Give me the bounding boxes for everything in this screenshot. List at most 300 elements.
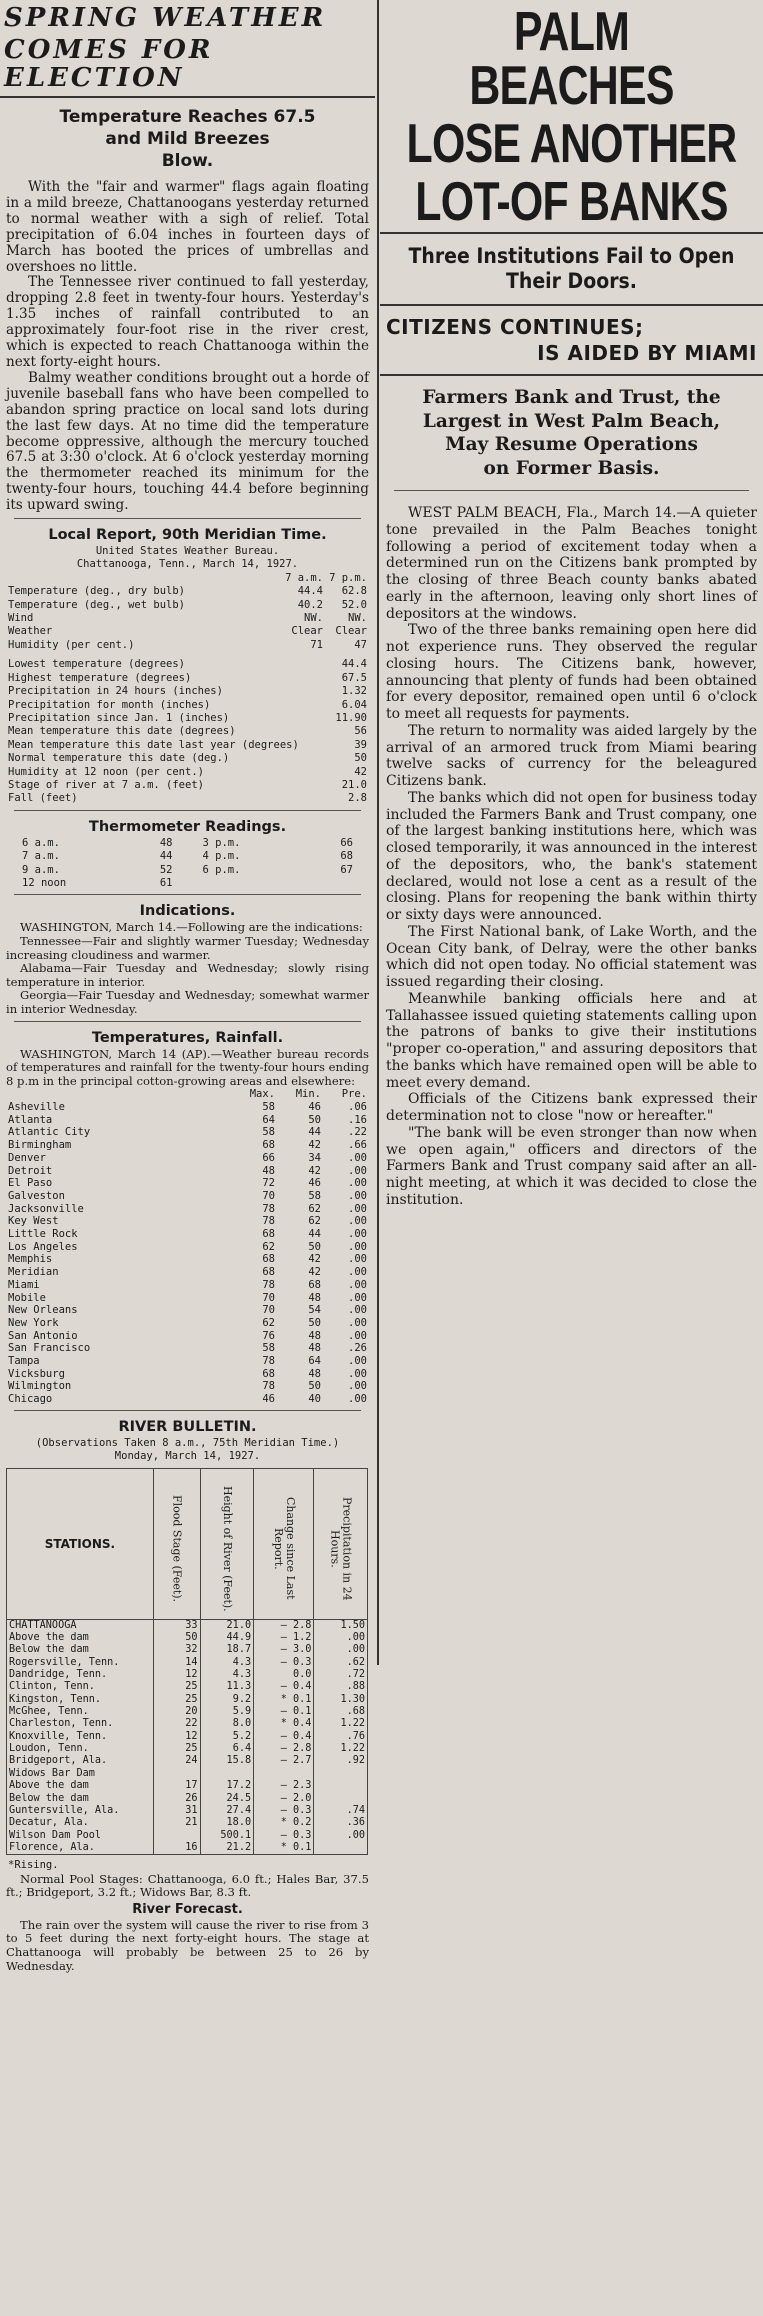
table-row: [7, 1619, 368, 1632]
river-height: 500.1: [200, 1830, 254, 1842]
precip: 1.22: [314, 1718, 368, 1730]
station-name: CHATTANOOGA: [7, 1619, 154, 1632]
station-name: Above the dam: [7, 1780, 154, 1792]
min-temp: 58: [308, 1189, 321, 1202]
reading-value: 52: [159, 863, 173, 876]
max-temp: 70: [262, 1189, 275, 1202]
min-temp: 42: [308, 1266, 321, 1279]
divider-rule: [14, 518, 361, 519]
precip: [314, 1768, 368, 1780]
change: — 0.4: [254, 1681, 314, 1693]
table-row: [7, 1694, 368, 1706]
table-row: [8, 1253, 367, 1266]
river-height: 8.0: [200, 1718, 254, 1730]
precipitation: .06: [348, 1101, 367, 1114]
river-table: [6, 1468, 368, 1856]
min-temp: 42: [308, 1139, 321, 1152]
table-row: [8, 1393, 367, 1406]
indications-title: Indications.: [139, 903, 236, 920]
flood-stage: 25: [153, 1681, 200, 1693]
row-label: Precipitation for month (inches): [8, 698, 211, 711]
station-name: McGhee, Tenn.: [7, 1706, 154, 1718]
table-row: [7, 1793, 368, 1805]
city-name: Atlantic City: [8, 1126, 91, 1139]
min-temp: 48: [308, 1329, 321, 1342]
deck-line: IS AIDED BY MIAMI: [537, 341, 757, 365]
city-name: Asheville: [8, 1101, 65, 1114]
indication-paragraph: WASHINGTON, March 14.—Following are the indications:: [20, 920, 363, 935]
reading-value: 68: [340, 850, 353, 863]
reading-value: 48: [159, 836, 173, 849]
change: * 0.2: [254, 1817, 314, 1829]
max-temp: 58: [262, 1342, 275, 1355]
table-row: [8, 1177, 367, 1190]
rising-footnote: *Rising.: [8, 1859, 59, 1872]
column-header: Max.: [249, 1088, 275, 1101]
article-paragraph: The return to normality was aided largely by the arrival of an armored truck from Miami bearing twelve sacks of currency for the beleagured Citizens bank.: [386, 722, 757, 789]
city-name: Miami: [8, 1278, 40, 1291]
city-name: San Antonio: [8, 1329, 78, 1342]
flood-stage: 25: [153, 1694, 200, 1706]
table-row: [8, 1330, 367, 1343]
city-name: El Paso: [8, 1177, 53, 1190]
precipitation: .00: [348, 1355, 367, 1368]
min-temp: 54: [308, 1304, 321, 1317]
river-height: 44.9: [200, 1632, 254, 1644]
river-height: 18.7: [200, 1644, 254, 1656]
table-row: [7, 1768, 368, 1780]
report-dateline: Chattanooga, Tenn., March 14, 1927.: [76, 558, 299, 571]
row-label: Precipitation since Jan. 1 (inches): [8, 711, 230, 724]
table-row: [8, 699, 367, 712]
deck-line: Their Doors.: [506, 269, 637, 293]
table-row: [8, 725, 367, 738]
table-row: [8, 1126, 367, 1139]
table-row: [8, 1101, 367, 1114]
flood-stage: 17: [153, 1780, 200, 1792]
station-name: Bridgeport, Ala.: [7, 1755, 154, 1767]
row-value: 71: [310, 638, 323, 651]
change: — 2.8: [254, 1619, 314, 1632]
river-height: 21.2: [200, 1842, 254, 1855]
table-row: [8, 1228, 367, 1241]
precipitation: .66: [348, 1139, 367, 1152]
indications: [0, 903, 375, 1016]
row-value: NW.: [304, 612, 323, 625]
station-name: Dandridge, Tenn.: [7, 1669, 154, 1681]
row-label: Lowest temperature (degrees): [8, 658, 186, 671]
table-row: [8, 739, 367, 752]
change: — 2.8: [254, 1743, 314, 1755]
max-temp: 64: [262, 1113, 275, 1126]
change: 0.0: [254, 1669, 314, 1681]
max-temp: 48: [262, 1164, 275, 1177]
row-value: 62.8: [341, 585, 367, 598]
flood-stage: 33: [153, 1619, 200, 1632]
indication-paragraph: Tennessee—Fair and slightly warmer Tuesday; Wednesday increasing cloudiness and warmer.: [6, 933, 369, 962]
max-temp: 78: [262, 1380, 275, 1393]
city-name: Detroit: [8, 1164, 53, 1177]
table-row: [8, 1279, 367, 1292]
reading-value: 67: [340, 863, 353, 876]
precipitation: .00: [348, 1240, 367, 1253]
table-header-row: [7, 1468, 368, 1619]
river-height: 17.2: [200, 1780, 254, 1792]
headline-line: COMES FOR ELECTION: [4, 35, 214, 93]
city-name: Atlanta: [8, 1113, 53, 1126]
change: * 0.1: [254, 1694, 314, 1706]
max-temp: 68: [262, 1266, 275, 1279]
local-report-table: [0, 572, 375, 652]
city-name: Memphis: [8, 1253, 53, 1266]
flood-stage: 20: [153, 1706, 200, 1718]
table-row: [8, 792, 367, 805]
divider-rule: [380, 232, 763, 234]
article-paragraph: Two of the three banks remaining open here did not experience runs. They observed the regular closing hours. The Citizens bank, however, announcing that plenty of funds had been obtained for every depositor, remained open until 6 o'clock to meet all requests for payments.: [386, 622, 757, 722]
table-row: [8, 712, 367, 725]
max-temp: 46: [262, 1393, 275, 1406]
table-row: [8, 1342, 367, 1355]
precip: .00: [314, 1644, 368, 1656]
table-row: [7, 1830, 368, 1842]
reading-value: [313, 877, 353, 890]
column-header-text: Precipitation in 24 Hours.: [328, 1496, 354, 1601]
min-temp: 34: [308, 1151, 321, 1164]
reading-time: 3 p.m.: [202, 836, 241, 849]
divider-rule: [380, 374, 763, 376]
table-row: [7, 1657, 368, 1669]
table-row: [8, 658, 367, 671]
table-row: [8, 1355, 367, 1368]
precipitation: .00: [348, 1329, 367, 1342]
min-temp: 62: [308, 1215, 321, 1228]
change: * 0.4: [254, 1718, 314, 1730]
precipitation: .00: [348, 1316, 367, 1329]
article-paragraph: WEST PALM BEACH, Fla., March 14.—A quieter tone prevailed in the Palm Beaches tonight following a period of excitement today when a determined run on the Citizens bank prompted by the closing of three Beach county banks abated early in the afternoon, leaving only short lines of depositors at the windows.: [386, 505, 757, 622]
row-label: Fall (feet): [8, 792, 78, 805]
divider-rule: [14, 1021, 361, 1022]
headline-line: PALM BEACHES: [469, 0, 674, 116]
row-value: Clear: [335, 625, 367, 638]
flood-stage: 12: [153, 1669, 200, 1681]
divider-rule: [0, 96, 375, 98]
article-paragraph: Meanwhile banking officials here and at Tallahassee issued quieting statements calling upon the patrons of banks to give their institutions "proper co-operation," and assuring depositors that the banks which have remained open will be able to meet every demand.: [386, 990, 757, 1091]
city-name: Vicksburg: [8, 1367, 65, 1380]
precipitation: .00: [348, 1367, 367, 1380]
max-temp: 78: [262, 1278, 275, 1291]
row-label: Weather: [8, 625, 53, 638]
deck-line: May Resume Operations: [445, 434, 698, 455]
row-value: 44.4: [341, 658, 367, 671]
divider-rule: [14, 810, 361, 811]
column-header: Min.: [295, 1088, 321, 1101]
city-name: Jacksonville: [8, 1202, 84, 1215]
precip: 1.50: [314, 1619, 368, 1632]
city-name: Mobile: [8, 1291, 46, 1304]
row-value: 2.8: [348, 792, 367, 805]
station-name: Charleston, Tenn.: [7, 1718, 154, 1730]
city-name: Birmingham: [8, 1139, 72, 1152]
table-row: [8, 1190, 367, 1203]
river-height: 5.2: [200, 1731, 254, 1743]
row-label: Wind: [8, 612, 34, 625]
min-temp: 68: [308, 1278, 321, 1291]
local-report: [0, 527, 375, 806]
table-row: [8, 1241, 367, 1254]
deck-line: Three Institutions Fail to Open: [408, 244, 735, 268]
precip: 1.30: [314, 1694, 368, 1706]
table-row: [8, 766, 367, 779]
right-deck-3: [384, 386, 759, 480]
table-row: [22, 864, 353, 877]
column-header: [314, 1468, 368, 1619]
row-value: 1.32: [341, 685, 367, 698]
column-header-text: Height of River (Feet).: [220, 1485, 234, 1612]
max-temp: 68: [262, 1367, 275, 1380]
precip: .92: [314, 1755, 368, 1767]
row-value: NW.: [348, 612, 367, 625]
flood-stage: 31: [153, 1805, 200, 1817]
flood-stage: 16: [153, 1842, 200, 1855]
right-column: [380, 0, 763, 1209]
station-name: Decatur, Ala.: [7, 1817, 154, 1829]
precipitation: .00: [348, 1266, 367, 1279]
max-temp: 58: [262, 1126, 275, 1139]
table-row: [8, 685, 367, 698]
river-height: [200, 1768, 254, 1780]
table-row: [8, 1368, 367, 1381]
table-row: [8, 585, 367, 598]
column-header: [153, 1468, 200, 1619]
table-row: [8, 1380, 367, 1393]
change: — 0.4: [254, 1731, 314, 1743]
table-row: [7, 1669, 368, 1681]
precipitation: .00: [348, 1380, 367, 1393]
table-row: [7, 1805, 368, 1817]
table-row: [7, 1842, 368, 1855]
precip: .00: [314, 1830, 368, 1842]
table-row: [7, 1681, 368, 1693]
article-paragraph: "The bank will be even stronger than now when we open again," officers and directors of the Farmers Bank and Trust company said after an all-night meeting, at which it was decided to close the institution.: [386, 1124, 757, 1208]
article-paragraph: With the "fair and warmer" flags again floating in a mild breeze, Chattanoogans yesterday returned to normal weather with a sigh of relief. Total precipitation of 6.04 inches in fourteen days of March has booted the prices of umbrellas and overshoes no little.: [6, 179, 369, 275]
precipitation: .00: [348, 1215, 367, 1228]
city-name: San Francisco: [8, 1342, 91, 1355]
table-row: [8, 1165, 367, 1178]
reading-time: 6 p.m.: [202, 863, 241, 876]
min-temp: 44: [308, 1126, 321, 1139]
table-header-row: [8, 1088, 367, 1101]
row-value: 67.5: [341, 671, 367, 684]
table-row: [7, 1706, 368, 1718]
article-paragraph: Officials of the Citizens bank expressed their determination not to close "now or hereafter.": [386, 1091, 757, 1124]
station-name: Wilson Dam Pool: [7, 1830, 154, 1842]
left-column: [0, 0, 375, 1973]
table-row: [8, 752, 367, 765]
city-name: Tampa: [8, 1355, 40, 1368]
article-paragraph: The First National bank, of Lake Worth, and the Ocean City bank, of Delray, were the other banks which did not open today. No official statement was issued regarding their closing.: [386, 923, 757, 990]
station-name: Above the dam: [7, 1632, 154, 1644]
deck-line: on Former Basis.: [483, 457, 660, 479]
station-name: Clinton, Tenn.: [7, 1681, 154, 1693]
table-row: [22, 877, 353, 890]
column-divider: [377, 0, 379, 1665]
row-value: 11.90: [335, 711, 367, 724]
station-name: Florence, Ala.: [7, 1842, 154, 1855]
bureau-name: United States Weather Bureau.: [95, 545, 280, 558]
precipitation: .26: [348, 1342, 367, 1355]
river-height: 6.4: [200, 1743, 254, 1755]
river-date: Monday, March 14, 1927.: [114, 1450, 261, 1463]
table-row: [22, 850, 353, 863]
max-temp: 62: [262, 1316, 275, 1329]
normal-pool-note: Normal Pool Stages: Chattanooga, 6.0 ft.; Hales Bar, 37.5 ft.; Bridgeport, 3.2 ft.; Widows Bar, 8.3 ft.: [6, 1871, 369, 1900]
row-label: Humidity at 12 noon (per cent.): [8, 765, 204, 778]
river-height: 11.3: [200, 1681, 254, 1693]
headline-line: LOT-OF BANKS: [415, 170, 728, 232]
city-name: New Orleans: [8, 1304, 78, 1317]
column-header: STATIONS.: [7, 1468, 154, 1619]
min-temp: 50: [308, 1316, 321, 1329]
table-row: [7, 1644, 368, 1656]
precip: .00: [314, 1632, 368, 1644]
row-value: 6.04: [341, 698, 367, 711]
flood-stage: 14: [153, 1657, 200, 1669]
flood-stage: [153, 1830, 200, 1842]
precip: [314, 1780, 368, 1792]
change: — 2.0: [254, 1793, 314, 1805]
row-value: Clear: [291, 625, 323, 638]
change: — 2.3: [254, 1780, 314, 1792]
max-temp: 76: [262, 1329, 275, 1342]
precip: [314, 1793, 368, 1805]
city-name: New York: [8, 1316, 59, 1329]
city-name: Denver: [8, 1151, 46, 1164]
flood-stage: 22: [153, 1718, 200, 1730]
right-deck-1: [399, 244, 744, 294]
change: — 0.3: [254, 1830, 314, 1842]
row-value: 50: [354, 752, 367, 765]
article-paragraph: Balmy weather conditions brought out a horde of juvenile baseball fans who have been compelled to abandon spring practice on local sand lots during the last few days. At no time did the temperature become oppressive, although the mercury touched 67.5 at 3:30 o'clock. At 6 o'clock yesterday morning the thermometer reached its minimum for the twenty-four hours, touching 44.4 before beginning its upward swing.: [6, 369, 369, 514]
table-row: [7, 1817, 368, 1829]
table-row: [8, 599, 367, 612]
change: — 0.3: [254, 1805, 314, 1817]
river-height: 15.8: [200, 1755, 254, 1767]
reading-value: 61: [159, 876, 173, 889]
min-temp: 64: [308, 1355, 321, 1368]
table-row: [7, 1743, 368, 1755]
station-name: Widows Bar Dam: [7, 1768, 154, 1780]
precipitation: .00: [348, 1278, 367, 1291]
flood-stage: 32: [153, 1644, 200, 1656]
row-value: 44.4: [297, 585, 323, 598]
river-height: 5.9: [200, 1706, 254, 1718]
table-row: [8, 612, 367, 625]
table-row: [8, 1292, 367, 1305]
max-temp: 78: [262, 1202, 275, 1215]
thermometer-readings: [0, 819, 375, 891]
deck-line: Farmers Bank and Trust, the: [422, 387, 721, 408]
table-row: [22, 837, 353, 850]
min-temp: 46: [308, 1177, 321, 1190]
max-temp: 72: [262, 1177, 275, 1190]
min-temp: 62: [308, 1202, 321, 1215]
max-temp: 78: [262, 1215, 275, 1228]
precipitation: .00: [348, 1189, 367, 1202]
deck-line: CITIZENS CONTINUES;: [386, 315, 644, 339]
min-temp: 40: [308, 1393, 321, 1406]
precip: .36: [314, 1817, 368, 1829]
min-temp: 48: [308, 1367, 321, 1380]
headline-line: LOSE ANOTHER: [406, 112, 737, 174]
precipitation: .00: [348, 1304, 367, 1317]
max-temp: 70: [262, 1291, 275, 1304]
precipitation: .00: [348, 1177, 367, 1190]
row-label: Mean temperature this date last year (degrees): [8, 738, 299, 751]
precipitation: .00: [348, 1202, 367, 1215]
flood-stage: 26: [153, 1793, 200, 1805]
precipitation: .16: [348, 1113, 367, 1126]
min-temp: 48: [308, 1291, 321, 1304]
right-headline: [380, 0, 763, 232]
row-label: Temperature (deg., dry bulb): [8, 585, 186, 598]
table-row: [8, 1266, 367, 1279]
precipitation: .00: [348, 1393, 367, 1406]
row-label: Temperature (deg., wet bulb): [8, 598, 186, 611]
precipitation: .00: [348, 1253, 367, 1266]
city-name: Los Angeles: [8, 1240, 78, 1253]
flood-stage: 21: [153, 1817, 200, 1829]
column-header: [254, 1468, 314, 1619]
divider-rule: [14, 894, 361, 895]
deck-line: Largest in West Palm Beach,: [422, 410, 721, 432]
station-name: Knoxville, Tenn.: [7, 1731, 154, 1743]
table-row: [8, 1114, 367, 1127]
precip: .68: [314, 1706, 368, 1718]
temps-title: Temperatures, Rainfall.: [91, 1029, 284, 1046]
city-name: Wilmington: [8, 1380, 72, 1393]
reading-time: 12 noon: [22, 876, 67, 889]
min-temp: 44: [308, 1228, 321, 1241]
precipitation: .00: [348, 1291, 367, 1304]
precip: 1.22: [314, 1743, 368, 1755]
river-title: RIVER BULLETIN.: [118, 1418, 257, 1435]
precip: .76: [314, 1731, 368, 1743]
left-headline: [0, 4, 375, 92]
max-temp: 68: [262, 1253, 275, 1266]
flood-stage: 50: [153, 1632, 200, 1644]
city-name: Galveston: [8, 1189, 65, 1202]
city-name: Meridian: [8, 1266, 59, 1279]
city-name: Little Rock: [8, 1228, 78, 1241]
divider-rule: [14, 1410, 361, 1411]
change: — 2.7: [254, 1755, 314, 1767]
station-name: Loudon, Tenn.: [7, 1743, 154, 1755]
table-row: [8, 1152, 367, 1165]
max-temp: 68: [262, 1228, 275, 1241]
max-temp: 68: [262, 1139, 275, 1152]
flood-stage: 12: [153, 1731, 200, 1743]
max-temp: 66: [262, 1151, 275, 1164]
thermometer-table: [0, 837, 375, 891]
min-temp: 50: [308, 1113, 321, 1126]
flood-stage: [153, 1768, 200, 1780]
city-name: Chicago: [8, 1393, 53, 1406]
city-name: Key West: [8, 1215, 59, 1228]
indication-paragraph: Georgia—Fair Tuesday and Wednesday; somewhat warmer in interior Wednesday.: [6, 988, 369, 1016]
forecast-title: River Forecast.: [132, 1901, 243, 1917]
article-paragraph: The banks which did not open for business today included the Farmers Bank and Trust company, one of the largest banking institutions here, which was closed temporarily, it was announced in the interest of the depositors, who, the bank's statement declared, would not lose a cent as a result of the closing. Plans for reopening the bank within thirty or sixty days were announced.: [386, 789, 757, 923]
table-row: [8, 625, 367, 638]
